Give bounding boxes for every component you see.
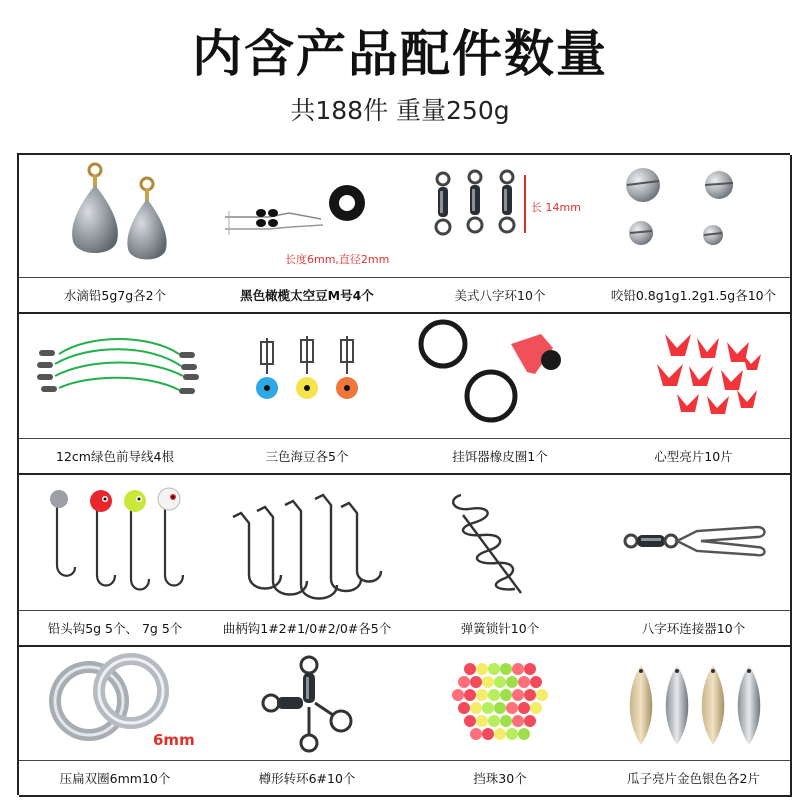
bead: [494, 702, 506, 714]
item-caption: 心型亮片10片: [597, 438, 790, 473]
bead: [506, 676, 518, 688]
bead: [464, 689, 476, 701]
item-caption: 樽形转环6#10个: [211, 760, 403, 795]
item-caption: 咬铅0.8g1g1.2g1.5g各10个: [597, 277, 790, 312]
bead: [500, 715, 512, 727]
bead: [518, 702, 530, 714]
item-caption: 黑色橄榄太空豆M号4个: [211, 277, 403, 312]
product-cell-crank-hook: [211, 475, 405, 647]
item-caption: 挡珠30个: [403, 760, 597, 795]
product-cell-bait-clip: [403, 314, 599, 475]
bead: [470, 702, 482, 714]
bead: [458, 676, 470, 688]
bead: [524, 715, 536, 727]
bead: [524, 663, 536, 675]
crank-hook-icon: [211, 475, 403, 611]
page-title: 内含产品配件数量: [192, 25, 608, 83]
bead: [500, 663, 512, 675]
bead: [464, 663, 476, 675]
product-cell-float-stopper: [211, 155, 405, 314]
product-cell-willow-blade: [597, 647, 792, 797]
product-grid: [17, 153, 790, 795]
leader-line-icon: [19, 314, 211, 440]
item-caption: 水滴铅5g7g各2个: [19, 277, 211, 312]
snap-swivel-icon: [597, 475, 790, 611]
bead: [500, 689, 512, 701]
product-cell-split-shot: [597, 155, 792, 314]
product-cell-jig-head: [19, 475, 213, 647]
bead: [494, 676, 506, 688]
stopper-beads-icon: [403, 647, 597, 761]
bead: [470, 728, 482, 740]
bead: [458, 702, 470, 714]
bead: [464, 715, 476, 727]
item-caption: 压扁双圈6mm10个: [19, 760, 211, 795]
bead: [476, 715, 488, 727]
bead: [506, 702, 518, 714]
bead: [512, 715, 524, 727]
product-cell-spring-lock: [403, 475, 599, 647]
bead: [482, 702, 494, 714]
bead: [518, 676, 530, 688]
swivel-icon: [403, 155, 597, 279]
sea-bean-icon: [211, 314, 403, 440]
item-caption: 挂饵器橡皮圈1个: [403, 438, 597, 473]
dimension-note: 长度6mm,直径2mm: [285, 253, 390, 266]
bead: [512, 663, 524, 675]
bead: [482, 676, 494, 688]
product-cell-snap-swivel: [597, 475, 792, 647]
product-cell-swivel: [403, 155, 599, 314]
bead: [518, 728, 530, 740]
bead: [494, 728, 506, 740]
item-caption: 弹簧锁针10个: [403, 610, 597, 645]
bead: [524, 689, 536, 701]
bead: [512, 689, 524, 701]
bead: [488, 663, 500, 675]
product-cell-sea-bean: [211, 314, 405, 475]
willow-blade-icon: [597, 647, 790, 761]
bead: [476, 689, 488, 701]
bead: [530, 702, 542, 714]
product-cell-heart-sequin: [597, 314, 792, 475]
bead: [506, 728, 518, 740]
dimension-note: 长 14mm: [531, 201, 581, 214]
bead: [482, 728, 494, 740]
item-caption: 曲柄钩1#2#1/0#2/0#各5个: [211, 610, 403, 645]
heart-sequin-icon: [597, 314, 790, 440]
bead: [476, 663, 488, 675]
product-cell-teardrop-sinker: [19, 155, 213, 314]
bead: [488, 715, 500, 727]
product-cell-split-ring: [19, 647, 213, 797]
item-caption: 八字环连接器10个: [597, 610, 790, 645]
bead: [470, 676, 482, 688]
item-caption: 12cm绿色前导线4根: [19, 438, 211, 473]
page-subtitle: 共188件 重量250g: [290, 96, 510, 125]
product-cell-three-way-swivel: [211, 647, 405, 797]
dimension-note: 6mm: [153, 731, 195, 749]
three-way-swivel-icon: [211, 647, 403, 761]
bead: [452, 689, 464, 701]
item-caption: 瓜子亮片金色银色各2片: [597, 760, 790, 795]
teardrop-sinker-icon: [19, 155, 211, 279]
jig-head-icon: [19, 475, 211, 611]
bead: [536, 689, 548, 701]
bead: [488, 689, 500, 701]
item-caption: 三色海豆各5个: [211, 438, 403, 473]
split-shot-icon: [597, 155, 790, 279]
item-caption: 美式八字环10个: [403, 277, 597, 312]
spring-lock-icon: [403, 475, 597, 611]
bait-clip-ring-icon: [403, 314, 597, 440]
bead: [530, 676, 542, 688]
product-cell-stopper-beads: [403, 647, 599, 797]
product-cell-leader-line: [19, 314, 213, 475]
item-caption: 铅头钩5g 5个、 7g 5个: [19, 610, 211, 645]
